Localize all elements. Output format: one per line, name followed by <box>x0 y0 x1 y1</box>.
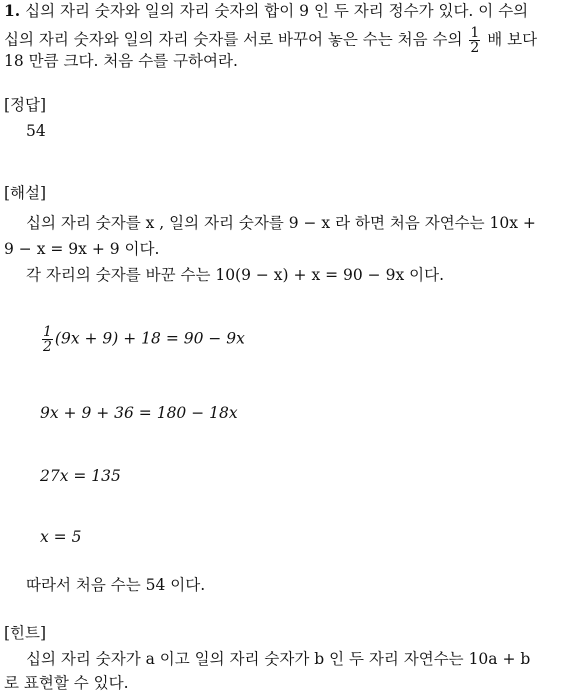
hint-line-1: 십의 자리 숫자가 a 이고 일의 자리 숫자가 b 인 두 자리 자연수는 10a + b <box>26 650 531 668</box>
eq1-rest: (9x + 9) + 18 = 90 − 9x <box>54 329 245 348</box>
equation-3: 27x = 135 <box>40 467 121 485</box>
equation-1 <box>40 325 245 354</box>
problem-number: 1. <box>4 1 21 20</box>
problem-line-1 <box>4 0 528 22</box>
eq1-fraction <box>42 325 53 354</box>
problem-line-3: 18 만큼 크다. 처음 수를 구하여라. <box>4 52 238 70</box>
solution-line-3: 각 자리의 숫자를 바꾼 수는 10(9 − x) + x = 90 − 9x 이다. <box>26 266 444 284</box>
solution-heading: [해설] <box>4 184 47 202</box>
answer-heading: [정답] <box>4 96 47 114</box>
equation-2: 9x + 9 + 36 = 180 − 18x <box>40 404 238 422</box>
problem-text-2a: 십의 자리 숫자와 일의 자리 숫자를 서로 바꾸어 놓은 수는 처음 수의 <box>4 30 463 49</box>
solution-line-2: 9 − x = 9x + 9 이다. <box>4 240 160 258</box>
problem-text-1: 십의 자리 숫자와 일의 자리 숫자의 합이 9 인 두 자리 정수가 있다. 이 수의 <box>25 2 529 20</box>
solution-conclusion: 따라서 처음 수는 54 이다. <box>26 576 206 594</box>
solution-line-1: 십의 자리 숫자를 x , 일의 자리 숫자를 9 − x 라 하면 처음 자연수는 10x + <box>26 214 536 232</box>
eq1-frac-den: 2 <box>43 339 52 355</box>
problem-frac-den: 2 <box>470 40 480 56</box>
hint-line-2: 로 표현할 수 있다. <box>4 674 129 692</box>
equation-4: x = 5 <box>40 528 82 546</box>
eq1-frac-num: 1 <box>43 324 52 340</box>
answer-value: 54 <box>26 122 46 140</box>
hint-heading: [힌트] <box>4 624 47 642</box>
problem-frac-num: 1 <box>470 25 480 41</box>
problem-fraction <box>469 26 480 55</box>
problem-text-2b: 배 보다 <box>487 30 538 49</box>
